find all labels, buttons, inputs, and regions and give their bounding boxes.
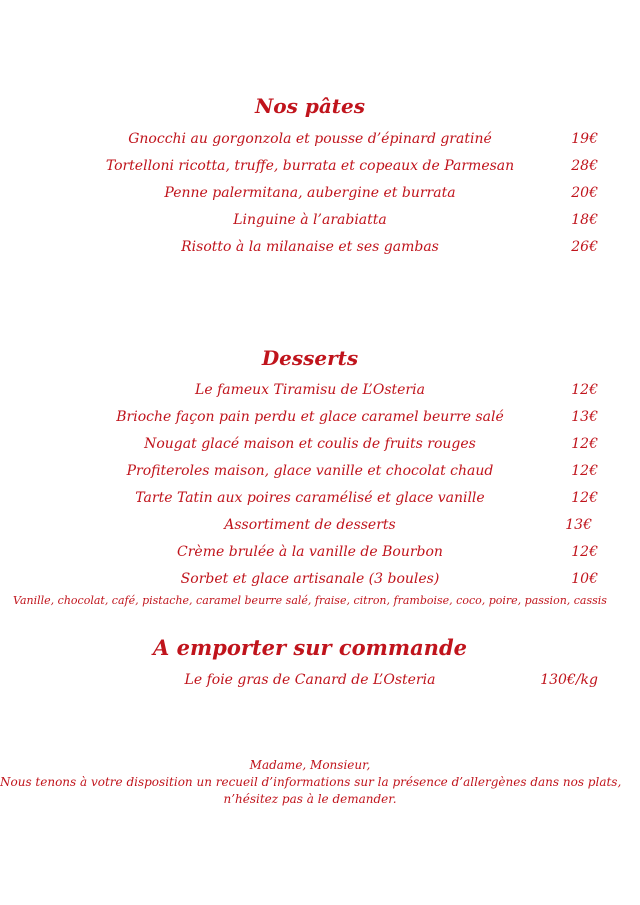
menu-item xyxy=(0,463,640,483)
menu-item-price: 20€ xyxy=(571,185,598,201)
menu-item-price: 28€ xyxy=(571,158,598,174)
menu-item-name: Risotto à la milanaise et ses gambas xyxy=(181,239,439,255)
menu-item-name: Profiteroles maison, glace vanille et chocolat chaud xyxy=(126,463,494,479)
flavors-note: Vanille, chocolat, café, pistache, caramel beurre salé, fraise, citron, framboise, coco, poire, passion, cassis xyxy=(13,594,607,607)
desserts-title: Desserts xyxy=(261,346,359,370)
emporter-title: A emporter sur commande xyxy=(153,635,467,660)
menu-item xyxy=(0,517,640,537)
menu-item-price: 18€ xyxy=(571,212,598,228)
menu-item-name: Sorbet et glace artisanale (3 boules) xyxy=(180,571,440,587)
menu-item-name: Gnocchi au gorgonzola et pousse d’épinard gratiné xyxy=(128,131,492,147)
menu-item-name: Le foie gras de Canard de L’Osteria xyxy=(184,672,436,688)
menu-item-name: Crème brulée à la vanille de Bourbon xyxy=(177,544,443,560)
menu-item-name: Penne palermitana, aubergine et burrata xyxy=(164,185,456,201)
menu-item-price: 13€ xyxy=(565,517,592,533)
menu-item-price: 13€ xyxy=(571,409,598,425)
notice-greeting: Madame, Monsieur, xyxy=(249,758,371,772)
menu-item-price: 12€ xyxy=(571,382,598,398)
menu-item-price: 12€ xyxy=(571,544,598,560)
menu-item-name: Tarte Tatin aux poires caramélisé et glace vanille xyxy=(135,490,485,506)
menu-item xyxy=(0,131,640,151)
menu-item-name: Assortiment de desserts xyxy=(224,517,396,533)
menu-item-name: Nougat glacé maison et coulis de fruits rouges xyxy=(144,436,476,452)
notice-closing: n’hésitez pas à le demander. xyxy=(223,792,397,806)
menu-item xyxy=(0,212,640,232)
menu-item-price: 19€ xyxy=(571,131,598,147)
menu-item xyxy=(0,672,640,692)
menu-item xyxy=(0,382,640,402)
menu-item xyxy=(0,544,640,564)
menu-item xyxy=(0,571,640,591)
menu-item-name: Brioche façon pain perdu et glace caramel beurre salé xyxy=(116,409,504,425)
pates-title: Nos pâtes xyxy=(254,94,365,118)
menu-item xyxy=(0,185,640,205)
menu-item-name: Le fameux Tiramisu de L’Osteria xyxy=(195,382,425,398)
menu-item xyxy=(0,409,640,429)
menu-item xyxy=(0,490,640,510)
menu-item xyxy=(0,239,640,259)
menu-item-price: 130€/kg xyxy=(540,672,598,688)
menu-item-price: 12€ xyxy=(571,436,598,452)
menu-item-price: 26€ xyxy=(571,239,598,255)
menu-item-name: Linguine à l’arabiatta xyxy=(233,212,387,228)
menu-item-name: Tortelloni ricotta, truffe, burrata et copeaux de Parmesan xyxy=(105,158,515,174)
menu-item-price: 10€ xyxy=(571,571,598,587)
menu-item-price: 12€ xyxy=(571,490,598,506)
menu-item xyxy=(0,158,640,178)
allergen-notice xyxy=(0,757,620,808)
notice-body: Nous tenons à votre disposition un recueil d’informations sur la présence d’allergènes dans nos plats, xyxy=(0,775,622,789)
menu-item xyxy=(0,436,640,456)
menu-item-price: 12€ xyxy=(571,463,598,479)
